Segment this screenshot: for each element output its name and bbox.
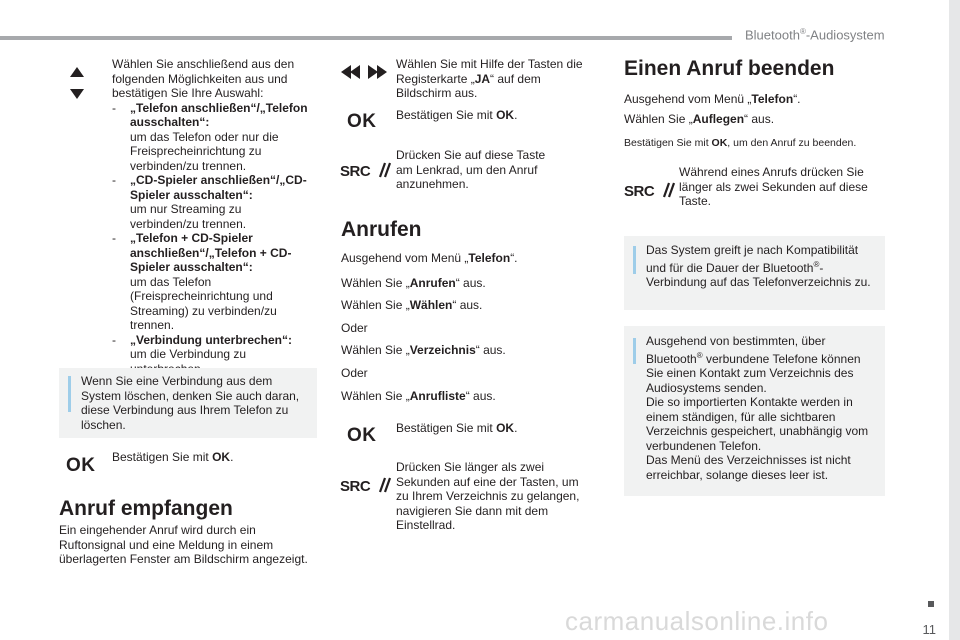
- info-icon: [633, 246, 636, 274]
- heading-anrufen: Anrufen: [341, 218, 422, 241]
- menu-suffix: “.: [510, 251, 518, 265]
- note-text: [646, 243, 881, 290]
- select-bold: Verzeichnis: [409, 343, 476, 357]
- menu-bold: Telefon: [751, 92, 794, 106]
- heading-anruf-beenden: Einen Anruf beenden: [624, 57, 835, 80]
- confirm-end-call-text: [624, 137, 856, 150]
- receive-text: Ein eingehender Anruf wird durch ein Ruftonsignal und eine Meldung in einem überlagerten Fenster am Bildschirm angezeigt.: [59, 523, 308, 566]
- header-title: Bluetooth: [745, 27, 800, 43]
- tab-select-text: [396, 57, 586, 101]
- watermark: carmanualsonline.info: [565, 606, 829, 636]
- left-right-arrows-icon: [341, 65, 387, 79]
- menu-prefix: Ausgehend vom Menü „: [341, 251, 469, 265]
- option-item: - „Verbindung unterbrechen“: um die Verbindung zu: [112, 333, 312, 377]
- tab-bold: JA: [474, 71, 491, 86]
- note-text: Wenn Sie eine Verbindung aus dem System löschen, denken Sie auch daran, diese Verbindung aus Ihrem Telefon zu löschen.: [81, 374, 300, 432]
- select-suffix: “ aus.: [455, 276, 486, 290]
- phone-slash-icon: [375, 477, 391, 493]
- option-title: „CD-Spieler anschließen“/„CD-Spieler ausschalten“:: [130, 173, 307, 202]
- select-anrufen-text: [341, 276, 486, 291]
- small-prefix: Bestätigen Sie mit: [624, 137, 712, 149]
- confirm-suffix: .: [514, 108, 518, 122]
- oder-text: Oder: [341, 321, 368, 335]
- confirm-suffix: .: [514, 421, 518, 435]
- select-suffix: “ aus.: [475, 343, 506, 357]
- src-directory-text: Drücken Sie länger als zwei Sekunden auf eine der Tasten, um zu Ihrem Verzeichnis zu gelangen, navigieren Sie dann mit dem Einstellrad.: [396, 460, 580, 532]
- up-down-arrows-icon: [70, 67, 84, 101]
- select-prefix: Wählen Sie „: [624, 112, 693, 126]
- menu-bold: Telefon: [468, 251, 511, 265]
- select-suffix: “ aus.: [465, 389, 496, 403]
- header-reg: ®: [799, 27, 806, 36]
- select-waehlen-text: [341, 298, 482, 313]
- option-title: „Verbindung unterbrechen“:: [130, 332, 293, 347]
- menu-suffix: “.: [793, 92, 801, 106]
- tab-suffix: “ auf dem Bildschirm aus.: [396, 71, 541, 100]
- select-suffix: “ aus.: [452, 298, 483, 312]
- phone-slash-icon: [659, 182, 675, 198]
- src-button-icon: [340, 477, 391, 496]
- note-reg: ®: [696, 350, 703, 360]
- src-button-icon: [340, 162, 391, 181]
- page-number: 11: [922, 622, 936, 637]
- header-title-suffix: -Audiosystem: [805, 27, 885, 43]
- header-rule: [0, 36, 732, 40]
- options-block: [112, 57, 312, 376]
- note-part: Ausgehend von bestimmten, über Bluetooth: [646, 334, 826, 366]
- select-prefix: Wählen Sie „: [341, 343, 410, 357]
- small-suffix: , um den Anruf zu beenden.: [727, 137, 857, 149]
- confirm-ok-text: [396, 108, 517, 123]
- page-edge-strip: [949, 0, 960, 640]
- ok-button-icon: OK: [347, 111, 377, 132]
- confirm-suffix: .: [230, 450, 234, 464]
- src-button-icon: [624, 182, 675, 201]
- option-title: „Telefon + CD-Spieler anschließen“/„Telefon + CD-Spieler ausschalten“:: [130, 231, 292, 274]
- note-part: Das System greift je nach Kompatibilität und für die Dauer der Bluetooth: [646, 243, 859, 275]
- option-desc: um die Verbindung zu: [130, 347, 247, 361]
- menu-prefix: Ausgehend vom Menü „: [624, 92, 752, 106]
- option-desc: um das Telefon oder nur die Freisprecheinrichtung zu verbinden/zu trennen.: [130, 129, 279, 173]
- tab-prefix: Wählen Sie mit Hilfe der Tasten die Registerkarte „: [396, 57, 583, 86]
- ok-button-icon: OK: [347, 425, 377, 446]
- select-bold: Anrufliste: [409, 389, 466, 403]
- option-item: - „Telefon + CD-Spieler anschließen“/„Telefon + CD-Spieler ausschalten“: um das Telefon (Freisprecheinrichtung und Streaming) zu verbinden/zu trennen.: [112, 231, 292, 332]
- note-part: verbundene Telefone können Sie einen Kontakt zum Verzeichnis des Audiosystems senden.: [646, 351, 861, 395]
- confirm-bold: OK: [212, 450, 231, 464]
- menu-telefon-text: [624, 92, 801, 107]
- options-intro: Wählen Sie anschließend aus den folgenden Möglichkeiten aus und bestätigen Sie Ihre Auswahl:: [112, 57, 295, 100]
- select-verzeichnis-text: [341, 343, 506, 358]
- select-bold: Auflegen: [692, 112, 745, 126]
- page-header: [745, 27, 885, 42]
- confirm-bold: OK: [496, 421, 515, 435]
- confirm-prefix: Bestätigen Sie mit: [112, 450, 213, 464]
- info-note-delete: [59, 368, 317, 438]
- oder-text: Oder: [341, 366, 368, 380]
- select-anrufliste-text: [341, 389, 496, 404]
- info-note-directory: [624, 236, 885, 310]
- page-marker: [928, 601, 934, 607]
- confirm-prefix: Bestätigen Sie mit: [396, 108, 497, 122]
- select-bold: Anrufen: [409, 276, 456, 290]
- confirm-ok-text: [396, 421, 517, 436]
- ok-button-icon: OK: [66, 455, 96, 476]
- select-bold: Wählen: [409, 298, 453, 312]
- select-prefix: Wählen Sie „: [341, 389, 410, 403]
- confirm-prefix: Bestätigen Sie mit: [396, 421, 497, 435]
- src-label: SRC: [624, 183, 655, 200]
- info-icon: [68, 376, 71, 412]
- src-end-call-text: Während eines Anrufs drücken Sie länger als zwei Sekunden auf diese Taste.: [679, 165, 868, 208]
- select-prefix: Wählen Sie „: [341, 298, 410, 312]
- note-part: -Verbindung auf das Telefonverzeichnis zu.: [646, 260, 871, 289]
- option-item: - „CD-Spieler anschließen“/„CD-Spieler ausschalten“: um nur Streaming zu verbinden/zu trennen.: [112, 173, 307, 231]
- confirm-ok-text: [112, 450, 233, 465]
- select-suffix: “ aus.: [744, 112, 775, 126]
- option-desc: um nur Streaming zu verbinden/zu trennen.: [130, 202, 247, 231]
- option-title: „Telefon anschließen“/„Telefon ausschalten“:: [130, 100, 308, 129]
- info-icon: [633, 338, 636, 364]
- src-label: SRC: [340, 478, 371, 495]
- src-answer-text: Drücken Sie auf diese Taste am Lenkrad, um den Anruf anzunehmen.: [396, 148, 546, 191]
- note-text: [646, 334, 881, 482]
- note-part: Das Menü des Verzeichnisses ist nicht erreichbar, solange dieses leer ist.: [646, 453, 851, 482]
- select-auflegen-text: [624, 112, 774, 127]
- select-prefix: Wählen Sie „: [341, 276, 410, 290]
- note-reg: ®: [813, 259, 820, 269]
- note-part: Die so importierten Kontakte werden in einem ständigen, für alle sichtbaren Verzeichnis gespeichert, unabhängig vom verbundenen Telefon.: [646, 395, 869, 453]
- heading-anruf-empfangen: Anruf empfangen: [59, 497, 233, 520]
- phone-slash-icon: [375, 162, 391, 178]
- options-list: [112, 101, 312, 377]
- src-label: SRC: [340, 163, 371, 180]
- option-desc: um das Telefon (Freisprecheinrichtung und Streaming) zu verbinden/zu trennen.: [130, 274, 277, 332]
- menu-telefon-text: [341, 251, 518, 266]
- small-bold: OK: [711, 137, 728, 149]
- confirm-bold: OK: [496, 108, 515, 122]
- option-item: - „Telefon anschließen“/„Telefon ausschalten“: um das Telefon oder nur die Freisprecheinrichtung zu verbinden/zu trennen.: [112, 100, 308, 173]
- info-note-contacts: [624, 326, 885, 496]
